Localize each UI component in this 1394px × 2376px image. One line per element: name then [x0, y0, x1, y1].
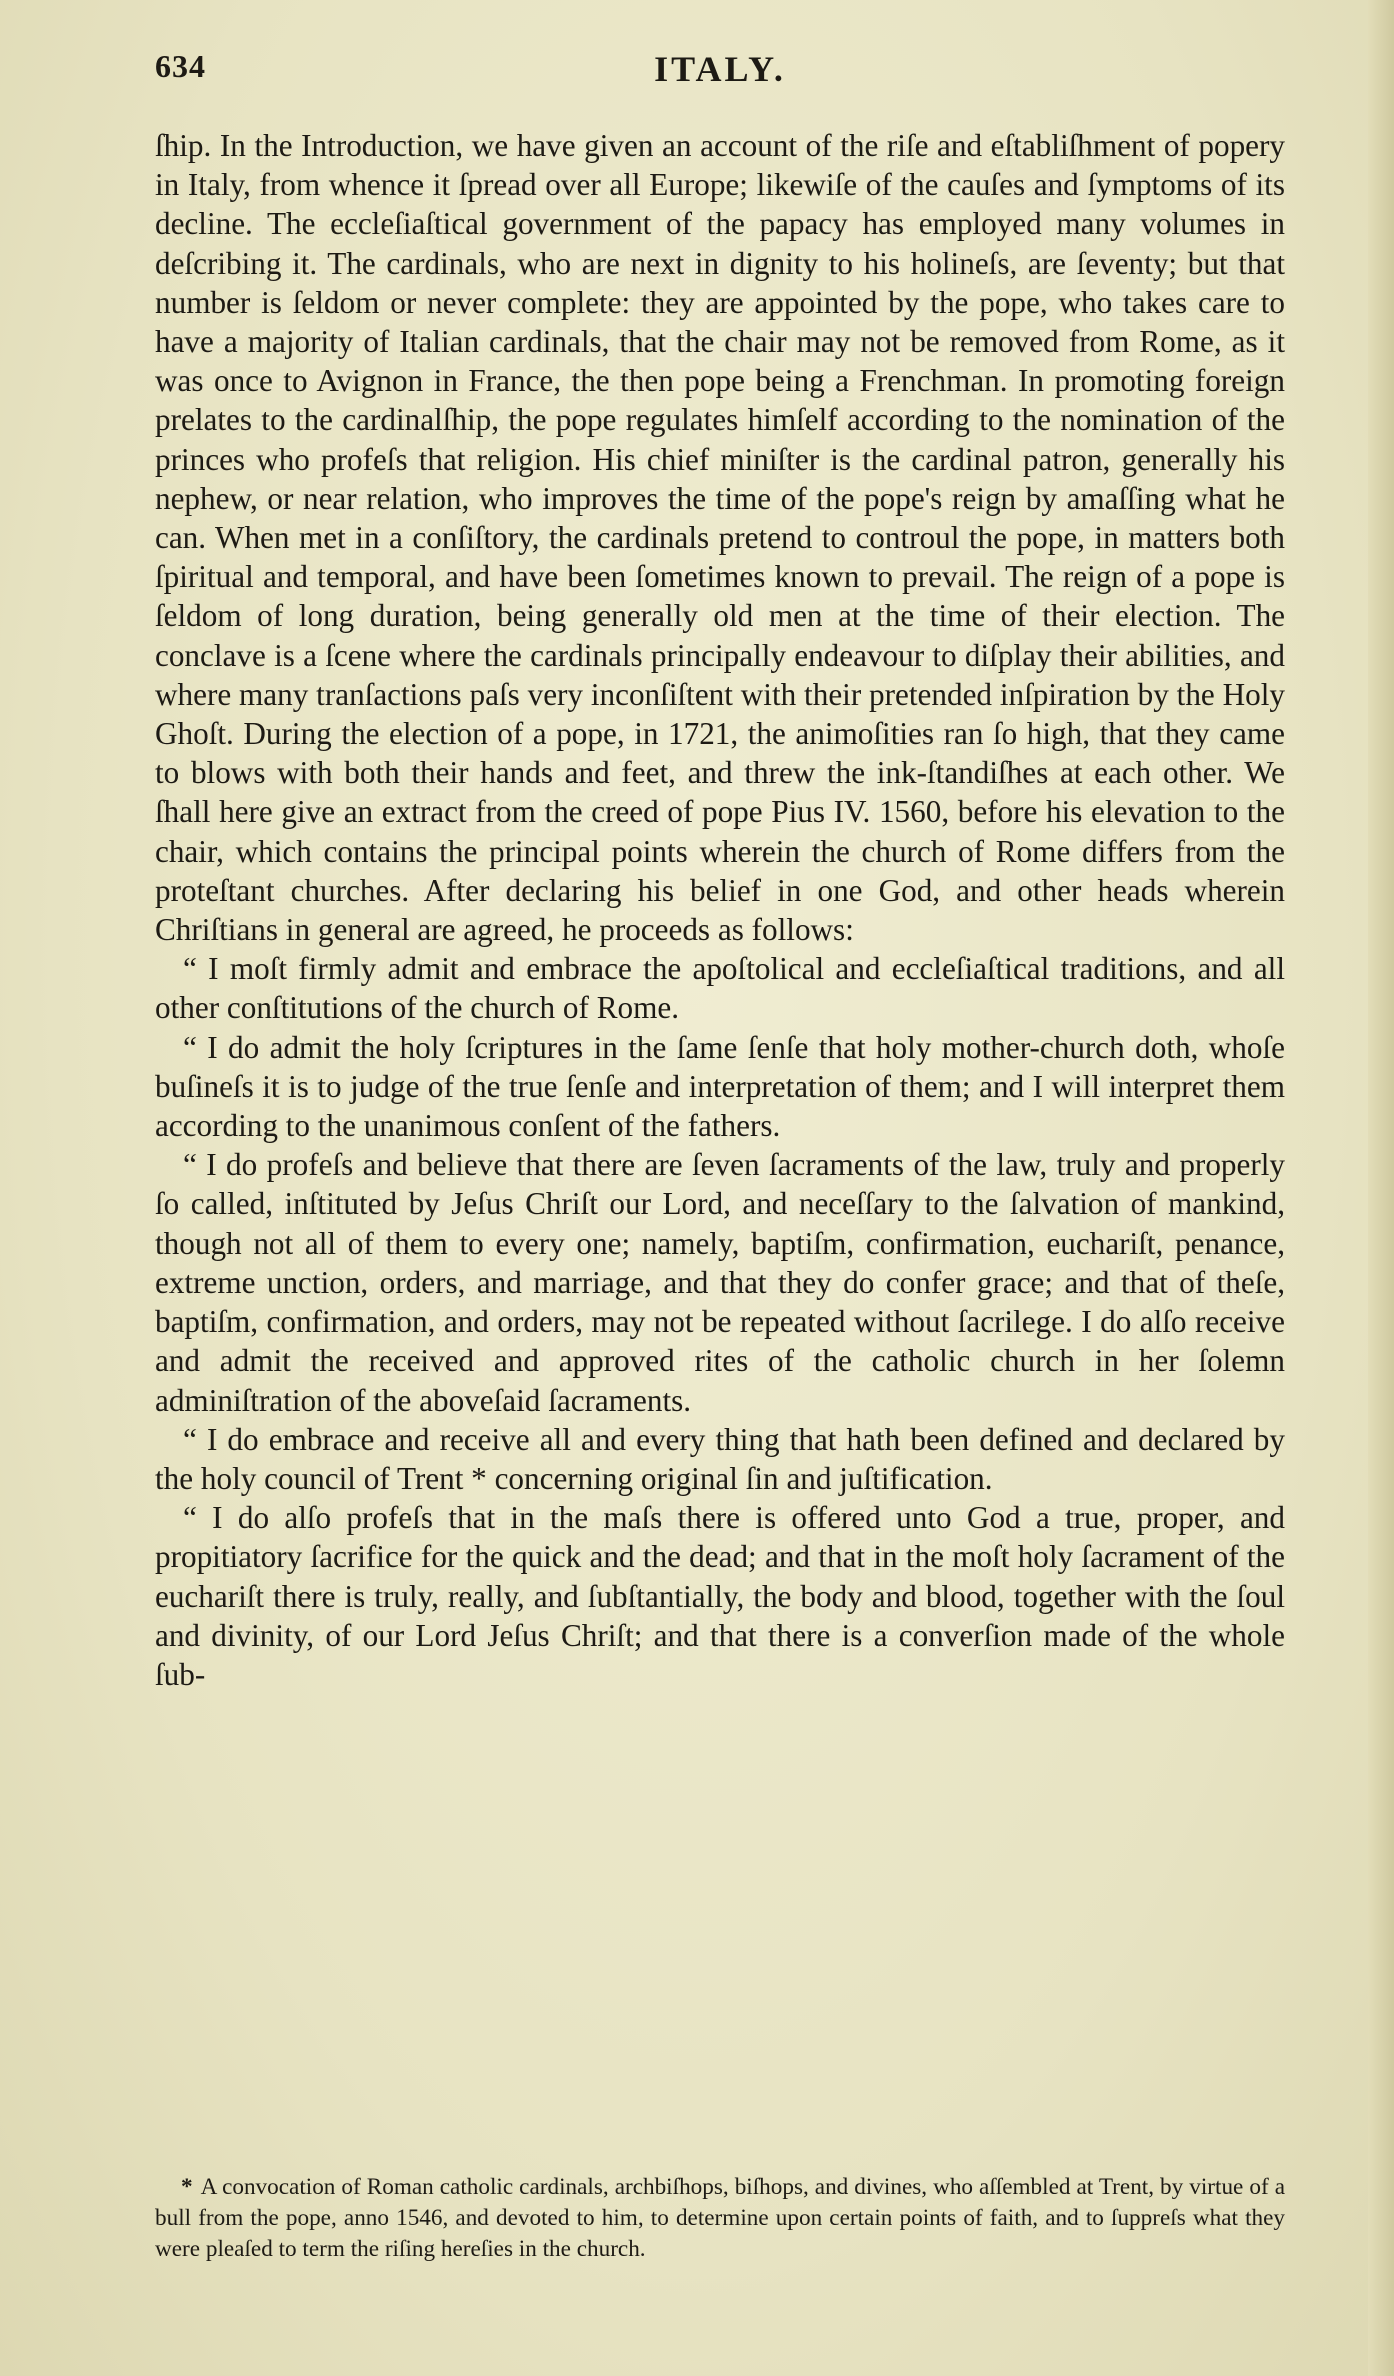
running-head: ITALY.: [654, 49, 786, 89]
paragraph-creed-scriptures: “ I do admit the holy ſcriptures in the ſame ſenſe that holy mother-church doth, whoſe buſineſs it is to judge of the true ſenſe and interpretation of them; and I will interpret them according to the unanimous conſent of the fathers.: [155, 1029, 1285, 1144]
paragraph-creed-traditions: “ I moſt firmly admit and embrace the apoſtolical and eccleſiaſtical traditions, and all other conſtitutions of the church of Rome.: [155, 951, 1285, 1026]
paragraph-creed-mass: “ I do alſo profeſs that in the maſs there is offered unto God a true, proper, and propitiatory ſacrifice for the quick and the dead; and that in the moſt holy ſacrament of the euchariſt there is truly, really, and ſubſtantially, the body and blood, together with the ſoul and divinity, of our Lord Jeſus Chriſt; and that there is a converſion made of the whole ſub-: [155, 1500, 1285, 1692]
page-number: 634: [155, 48, 206, 84]
page-gutter-shadow: [1368, 0, 1394, 2376]
page-header: [155, 48, 1285, 100]
footnote: [155, 2172, 1285, 2265]
paragraph-cardinals: ſhip. In the Introduction, we have given an account of the riſe and eſtabliſhment of popery in Italy, from whence it ſpread over all Europe; likewiſe of the cauſes and ſymptoms of its decline. The eccleſiaſtical government of the papacy has employed many volumes in deſcribing it. The cardinals, who are next in dignity to his holineſs, are ſeventy; but that number is ſeldom or never complete: they are appointed by the pope, who takes care to have a majority of Italian cardinals, that the chair may not be removed from Rome, as it was once to Avignon in France, the then pope being a Frenchman. In promoting foreign prelates to the cardinalſhip, the pope regulates himſelf according to the nomination of the princes who profeſs that religion. His chief miniſter is the cardinal patron, generally his nephew, or near relation, who improves the time of the pope's reign by amaſſing what he can. When met in a conſiſtory, the cardinals pretend to controul the pope, in matters both ſpiritual and temporal, and have been ſometimes known to prevail. The reign of a pope is ſeldom of long duration, being generally old men at the time of their election. The conclave is a ſcene where the cardinals principally endeavour to diſplay their abilities, and where many tranſactions paſs very inconſiſtent with their pretended inſpiration by the Holy Ghoſt. During the election of a pope, in 1721, the animoſities ran ſo high, that they came to blows with both their hands and feet, and threw the ink-ſtandiſhes at each other. We ſhall here give an extract from the creed of pope Pius IV. 1560, before his elevation to the chair, which contains the principal points wherein the church of Rome differs from the proteſtant churches. After declaring his belief in one God, and other heads wherein Chriſtians in general are agreed, he proceeds as follows:: [155, 128, 1285, 948]
footnote-marker: *: [181, 2174, 193, 2200]
footnote-text: A convocation of Roman catholic cardinals, archbiſhops, biſhops, and divines, who aſſembled at Trent, by virtue of a bull from the pope, anno 1546, and devoted to him, to determine upon certain points of faith, and to ſuppreſs what they were pleaſed to term the riſing hereſies in the church.: [155, 2174, 1285, 2262]
paragraph-creed-trent: “ I do embrace and receive all and every thing that hath been defined and declared by the holy council of Trent * concerning original ſin and juſtification.: [155, 1421, 1285, 1496]
paragraph-creed-sacraments: “ I do profeſs and believe that there are ſeven ſacraments of the law, truly and properly ſo called, inſtituted by Jeſus Chriſt our Lord, and neceſſary to the ſalvation of mankind, though not all of them to every one; namely, baptiſm, confirmation, euchariſt, penance, extreme unction, orders, and marriage, and that they do confer grace; and that of theſe, baptiſm, confirmation, and orders, may not be repeated without ſacrilege. I do alſo receive and admit the received and approved rites of the catholic church in her ſolemn adminiſtration of the aboveſaid ſacraments.: [155, 1147, 1285, 1418]
body-text: [155, 126, 1285, 1694]
